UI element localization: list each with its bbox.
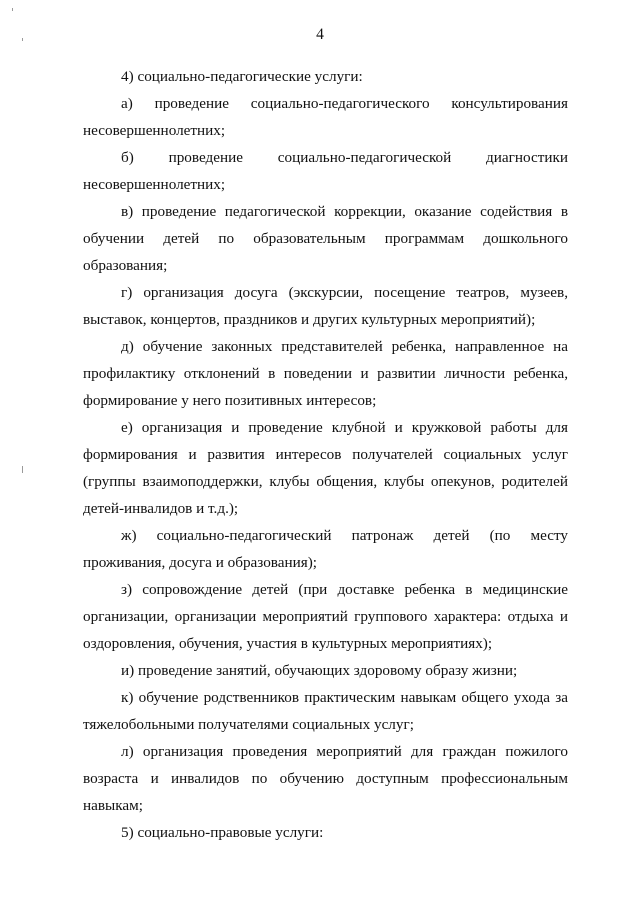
paragraph-5-social-legal-services: 5) социально-правовые услуги: xyxy=(121,824,324,841)
paragraph-k: к) обучение родственников практическим навыкам общего ухода за тяжелобольными получателями социальных услуг; xyxy=(83,689,568,733)
paragraph-4-social-pedagogical-services: 4) социально-педагогические услуги: xyxy=(121,68,363,85)
scan-speck xyxy=(22,38,23,41)
paragraph-d: д) обучение законных представителей ребенка, направленное на профилактику отклонений в поведении и развитии личности ребенка, формирование у него позитивных интересов; xyxy=(83,338,568,409)
paragraph-a: а) проведение социально-педагогического консультирования несовершеннолетних; xyxy=(83,95,568,139)
page-number: 4 xyxy=(316,26,324,43)
paragraph-i: и) проведение занятий, обучающих здоровому образу жизни; xyxy=(121,662,518,679)
paragraph-z: з) сопровождение детей (при доставке ребенка в медицинские организации, организации мероприятий группового характера: отдыха и оздоровления, обучения, участия в культурных мероприятиях); xyxy=(83,581,568,652)
paragraph-v: в) проведение педагогической коррекции, оказание содействия в обучении детей по образовательным программам дошкольного образования; xyxy=(83,203,568,274)
paragraph-b: б) проведение социально-педагогической диагностики несовершеннолетних; xyxy=(83,149,568,193)
paragraph-zh: ж) социально-педагогический патронаж детей (по месту проживания, досуга и образования); xyxy=(83,527,568,571)
scan-speck xyxy=(22,466,23,473)
document-body xyxy=(83,63,568,846)
paragraph-l: л) организация проведения мероприятий для граждан пожилого возраста и инвалидов по обучению доступным профессиональным навыкам; xyxy=(83,743,568,814)
scan-speck xyxy=(12,8,13,11)
paragraph-g: г) организация досуга (экскурсии, посещение театров, музеев, выставок, концертов, праздников и других культурных мероприятий); xyxy=(83,284,568,328)
paragraph-e: е) организация и проведение клубной и кружковой работы для формирования и развития интересов получателей социальных услуг (группы взаимоподдержки, клубы общения, клубы опекунов, родителей детей-инвалидов и т.д.); xyxy=(83,419,568,517)
